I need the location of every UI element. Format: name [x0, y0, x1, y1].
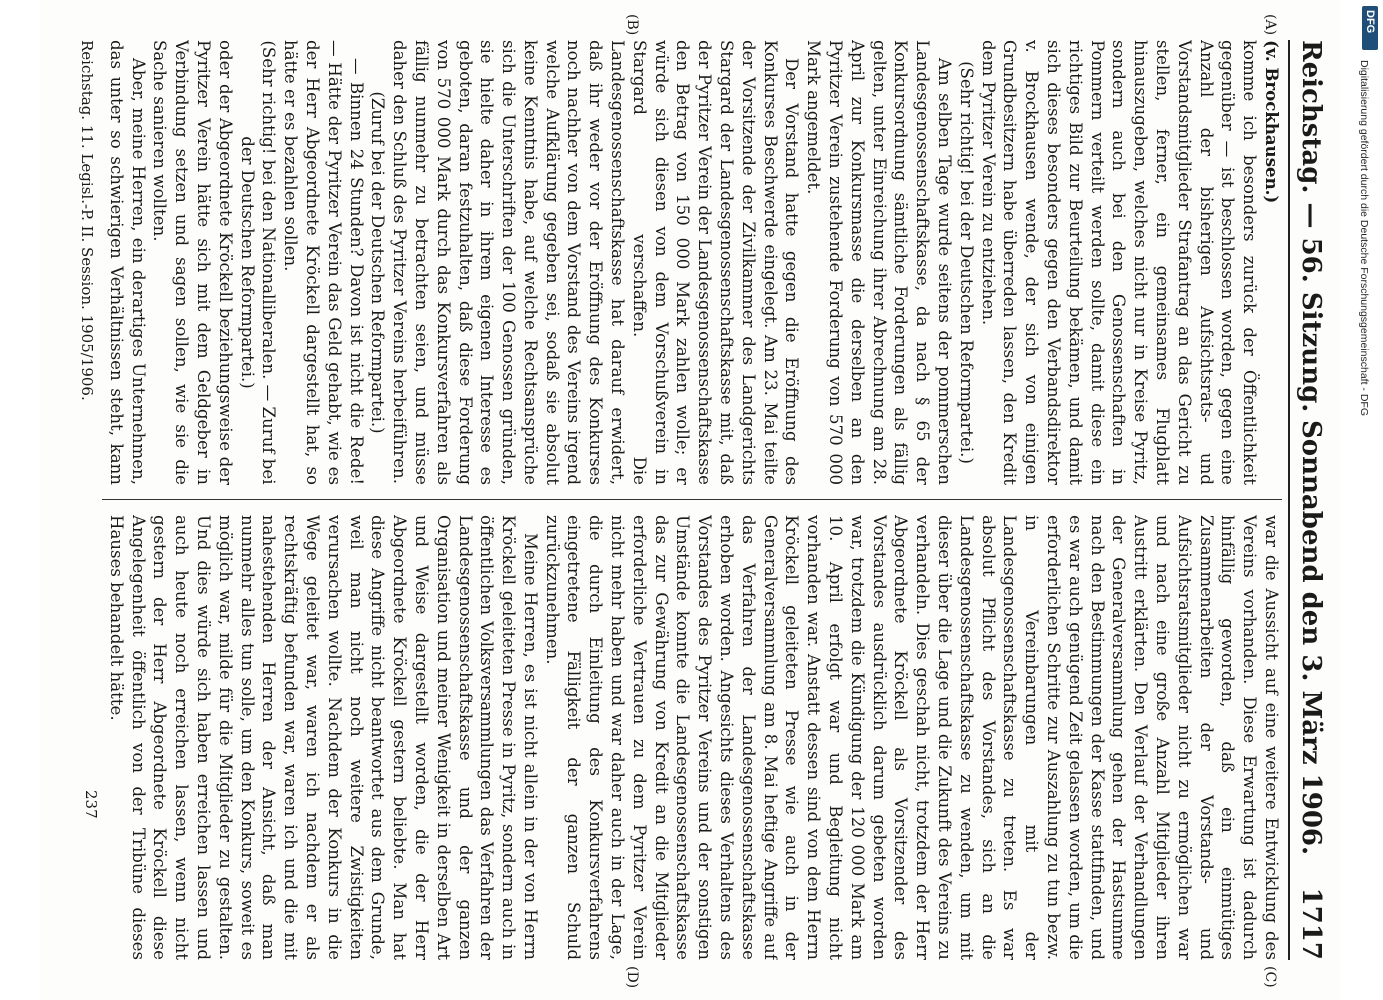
speaker-tag: (v. Brockhausen.): [1262, 40, 1282, 204]
rotated-page: [40, 0, 1340, 1000]
column-divider: [102, 499, 1282, 500]
page-header: [1288, 40, 1330, 960]
header-date: Sonnabend den 3. März 1906.: [1296, 420, 1326, 856]
footer-session-info: Reichstag. 11. Legisl.-P. II. Session. 1905/1906.: [78, 40, 96, 401]
paragraph: Der Vorstand hatte gegen die Eröffnung des Konkurses Beschwerde eingelegt. Am 23. Mai teilte der Vorsitzende der Zivilkammer des Landgerichts Stargard der Landesgenossenschaftskasse mit, daß der Pyritzer Verein der Landesgenossenschaftskasse den Betrag von 150 000 Mark zahlen wolle; er würde sich diesen von dem Vorschußverein in Stargard verschaffen. Die Landesgenossenschaftskasse hat darauf erwidert, daß ihr weder vor der Eröffnung des Konkurses noch nachher von dem Vorstand des Vereins irgend welche Aufklärung gegeben sei, sodaß sie absolut keine Kenntnis habe, auf welche Rechtsansprüche sich die Unterschriften der 100 Genossen gründen, sie hielte daher in ihrem eigenen Interesse es geboten, daran festzuhalten, daß diese Forderung von 570 000 Mark durch das Konkursverfahren als fällig nunmehr zu betrachten seien, und müsse daher den Schluß des Pyritzer Vereins herbeiführen.: [390, 40, 802, 485]
dfg-logo-text: DFG: [1364, 10, 1376, 34]
paragraph: oder der Abgeordnete Kröckell beziehungsweise der Pyritzer Verein hätte sich mit dem Geldgeber in Verbindung setzen und sagen sollen, wie sie die Sache sanieren wollten.: [150, 40, 235, 485]
digitization-credit: [1348, 60, 1378, 960]
margin-marker-a: (A): [1262, 14, 1278, 36]
margin-marker-b: (B): [624, 14, 640, 36]
paragraph: komme ich besonders zurück der Öffentlichkeit gegenüber — ist beschlossen worden, gegen eine Anzahl der bisherigen Aufsichtsrats- und Vorstandsmitglieder Strafantrag an das Gericht zu stellen, ferner, ein gemeinsames Flugblatt hinauszugeben, welches nicht nur in Kreise Pyritz, sondern auch bei den Genossenschaften in Pommern verteilt werden sollte, damit diese ein richtiges Bild zur Beurteilung bekämen, und damit sich dieses besonders gegen den Verbandsdirektor v. Brockhausen wende, der sich von einigen Grundbesitzern habe überreden lassen, den Kredit dem Pyritzer Verein zu entziehen.: [978, 40, 1260, 485]
interjection: (Sehr richtig! bei der Deutschen Reformpartei.): [956, 61, 976, 464]
footer-sheet-number: 237: [82, 790, 100, 819]
header-session: Reichstag. — 56. Sitzung.: [1296, 40, 1326, 413]
credit-text: Digitalisierung gefördert durch die Deutsche Forschungsgemeinschaft - DFG: [1358, 60, 1370, 417]
dfg-logo: [1362, 6, 1378, 50]
paragraph: — Binnen 24 Stunden? Davon ist nicht die Rede! — Hätte der Pyritzer Verein das Geld gehabt, wie es der Herr Abgeordnete Kröckell dargestellt hat, so hätte er es bezahlen sollen.: [281, 40, 366, 485]
margin-marker-d: (D): [624, 966, 640, 989]
margin-marker-c: (C): [1262, 966, 1278, 988]
paragraph: Aber, meine Herren, ein derartiges Unternehmen, das unter so schwierigen Verhältnissen steht, kann: [106, 40, 148, 485]
right-column: [102, 515, 1282, 960]
paragraph: war die Aussicht auf eine weitere Entwicklung des Vereins vorhanden. Diese Erwartung ist dadurch hinfällig geworden, daß ein einmütiges Zusammenarbeiten der Vorstands- und Aufsichtsratsmitglieder nicht zu ermöglichen war und nach eine große Anzahl Mitglieder ihren Austritt erklärten. Den Verlauf der Verhandlungen der Generalversammlung gehen der Hastsumme nach den Bestimmungen der Kasse stattfinden, und es war auch genügend Zeit gelassen worden, um die erforderlichen Schritte zur Auszahlung zu tun bezw. in Vereinbarungen mit der Landesgenossenschaftskasse zu treten. Es war absolut Pflicht des Vorstandes, sich an die Landesgenossenschaftskasse zu wenden, um mit dieser über die Lage und die Zukunft des Vereins zu verhandeln. Dies geschah nicht, trotzdem der Herr Abgeordnete Kröckell als Vorsitzender des Vorstandes ausdrücklich darum gebeten worden war, trotzdem die Kündigung der 120 000 Mark am 10. April erfolgt war und Begleitung nicht vorhanden war. Anstatt dessen sind von dem Herrn Kröckell geleiteten Presse wie auch in der Generalversammlung am 8. Mai heftige Angriffe auf das Verfahren der Landesgenossenschaftskasse erhoben worden. Angesichts dieses Verhaltens des Vorstandes des Pyritzer Vereins und der sonstigen Umstände konnte die Landesgenossenschaftskasse das zur Gewährung von Kredit an die Mitglieder erforderliche Vertrauen zu dem Pyritzer Verein nicht mehr haben und war daher auch in der Lage, die durch Einleitung des Konkursverfahrens eingetretene Fälligkeit der ganzen Schuld zurückzunehmen.: [542, 515, 1281, 960]
paragraph: [102, 515, 105, 960]
page-number: 1717: [1296, 887, 1326, 960]
interjection: (Zuruf bei der Deutschen Reformpartei.): [368, 91, 388, 434]
interjection: (Sehr richtig! bei den Nationalliberalen. — Zuruf bei der Deutschen Reformpartei.): [237, 40, 279, 485]
paragraph: Meine Herren, es ist nicht allein in der von Herrn Kröckell geleiteten Presse in Pyritz, sondern auch in öffentlichen Volksversammlungen das Verfahren der Landesgenossenschaftskasse und der ganzen Organisation und meiner Wenigkeit in derselben Art und Weise dargestellt worden, die der Herr Abgeordnete Kröckell gestern beliebte. Man hat diese Angriffe nicht beantwortet aus dem Grunde, weil man nicht noch weitere Zwistigkeiten verursachen wollte. Nachdem der Konkurs in die Wege geleitet war, waren ich nachdem er als rechtskräftig befunden war, waren ich und die mit nahestehenden Herren der Ansicht, daß man nunmehr alles tun solle, um den Konkurs, soweit es möglich war, milde für die Mitglieder zu gestalten. Und dies würde sich haben erreichen lassen und auch heute noch erreichen lassen, wenn nicht gestern der Herr Abgeordnete Kröckell diese Angelegenheit öffentlich von der Tribüne dieses Hauses behandelt hätte.: [106, 515, 540, 960]
left-column: [102, 40, 1282, 485]
paragraph: Am selben Tage wurde seitens der pommerschen Landesgenossenschaftskasse, da nach § 65 der Konkursordnung sämtliche Forderungen als fällig gelten, unter Einreichung ihrer Abrechnung am 28. April zur Konkursmasse die derselben an den Pyritzer Verein zustehende Forderung von 570 000 Mark angemeldet.: [804, 40, 955, 485]
